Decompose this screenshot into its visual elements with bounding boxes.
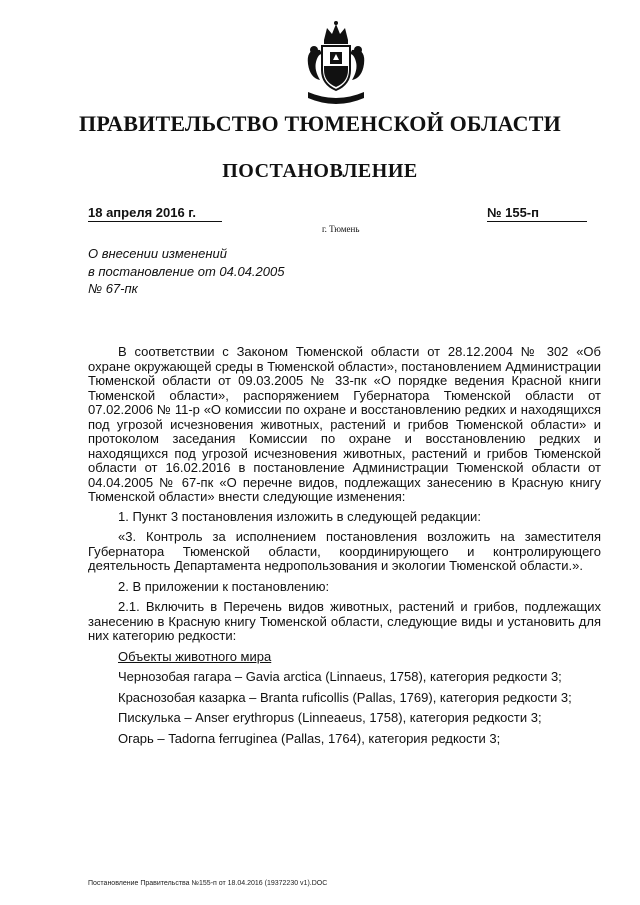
document-type-title: ПОСТАНОВЛЕНИЕ xyxy=(222,160,418,182)
item-2-1: 2.1. Включить в Перечень видов животных, растений и грибов, подлежащих занесению в Красную книгу Тюменской области, следующие виды и установить для них категорию редкости: xyxy=(88,599,601,643)
coat-of-arms-icon xyxy=(300,20,372,108)
species-item: Краснозобая казарка – Branta ruficollis (Pallas, 1769), категория редкости 3; xyxy=(118,689,572,705)
section-heading: Объекты животного мира xyxy=(118,648,272,664)
subject-line: О внесении изменений xyxy=(88,246,227,261)
item-1-text: «3. Контроль за исполнением постановления возложить на заместителя Губернатора Тюменской области, координирующего и контролирующего деятельность Департамента недропользования и экологии Тюменской области.». xyxy=(88,529,601,573)
document-number: № 155-п xyxy=(487,205,587,222)
item-1: 1. Пункт 3 постановления изложить в следующей редакции: xyxy=(118,508,481,524)
item-2: 2. В приложении к постановлению: xyxy=(118,578,330,594)
document-subject xyxy=(88,245,348,298)
subject-line: в постановление от 04.04.2005 xyxy=(88,263,285,279)
subject-line: № 67-пк xyxy=(88,281,138,296)
document-date: 18 апреля 2016 г. xyxy=(88,205,222,222)
species-item: Огарь – Tadorna ferruginea (Pallas, 1764), категория редкости 3; xyxy=(118,730,501,746)
document-body xyxy=(88,345,601,752)
government-title: ПРАВИТЕЛЬСТВО ТЮМЕНСКОЙ ОБЛАСТИ xyxy=(79,111,561,136)
footer-filename: Постановление Правительства №155-п от 18.04.2016 (19372230 v1).DOC xyxy=(88,880,328,887)
preamble-paragraph: В соответствии с Законом Тюменской области от 28.12.2004 № 302 «Об охране окружающей среды в Тюменской области», постановлением Администрации Тюменской области от 09.03.2005 № 33-пк «О порядке ведения Красной книги Тюменской области», распоряжением Губернатора Тюменской области от 07.02.2006 № 11-р «О комиссии по охране и восстановлению редких и находящихся под угрозой исчезновения животных, растений и грибов Тюменской области» и протоколом заседания Комиссии по охране и восстановлению редких и находящихся под угрозой исчезновения животных, растений и грибов Тюменской области от 16.02.2016 в постановление Администрации Тюменской области от 04.04.2005 № 67-пк «О перечне видов, подлежащих занесению в Красную книгу Тюменской области» внести следующие изменения: xyxy=(88,344,601,504)
city-label: г. Тюмень xyxy=(322,224,360,234)
species-item: Чернозобая гагара – Gavia arctica (Linnaeus, 1758), категория редкости 3; xyxy=(118,669,562,684)
species-item: Пискулька – Anser erythropus (Linneaeus, 1758), категория редкости 3; xyxy=(118,710,542,725)
